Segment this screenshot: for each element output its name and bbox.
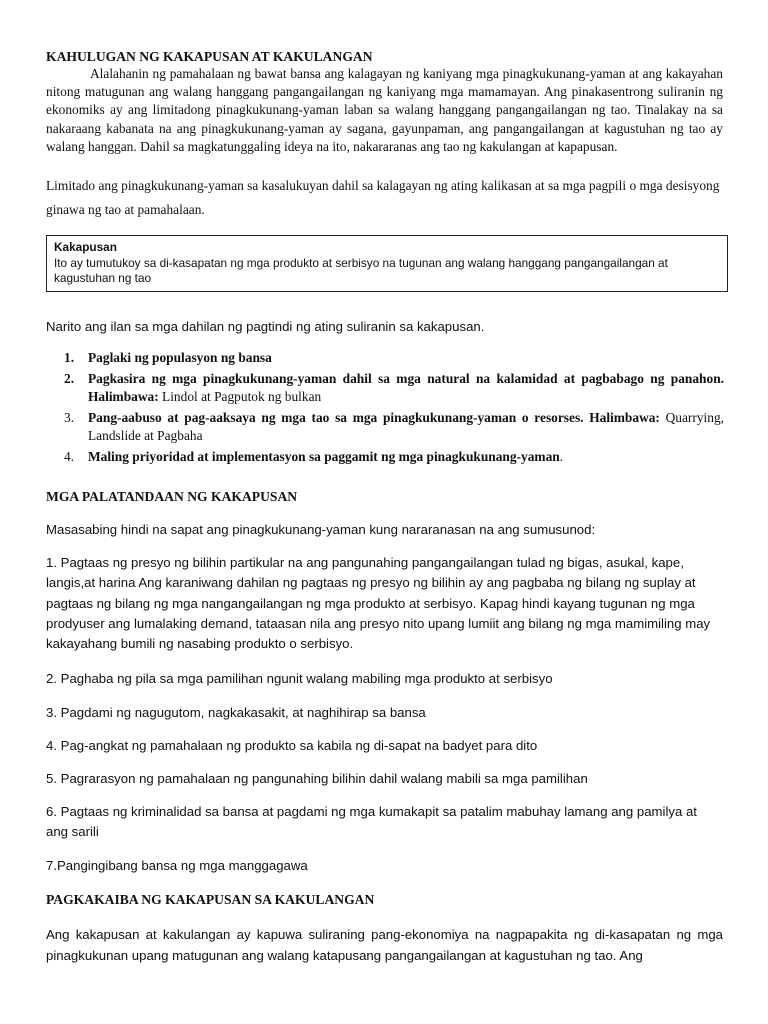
sign-item-4: 4. Pag-angkat ng pamahalaan ng produkto sa kabila ng di-sapat na badyet para dito [46,738,538,753]
list-item [66,409,724,445]
definition-term: Kakapusan [54,240,117,254]
section2-intro: Masasabing hindi na sapat ang pinagkukunang-yaman kung nararanasan na ang sumusunod: [46,522,596,537]
sign-item-7: 7.Pangingibang bansa ng mga manggagawa [46,858,308,873]
document-title: KAHULUGAN NG KAKAPUSAN AT KAKULANGAN [46,49,373,64]
causes-list [66,349,724,468]
list-text-rest: . [559,448,564,464]
intro-paragraph-2: Limitado ang pinagkukunang-yaman sa kasalukuyan dahil sa kalagayan ng ating kalikasan at sa mga pagpili o mga desisyong ginawa ng tao at pamahalaan. [46,178,720,217]
definition-text: Ito ay tumutukoy sa di-kasapatan ng mga produkto at serbisyo na tugunan ang walang hanggang pangangailangan at kagustuhan ng tao [54,255,668,285]
definition-box [46,235,728,292]
sign-item-6: 6. Pagtaas ng kriminalidad sa bansa at pagdami ng mga kumakapit sa patalim mabuhay lamang ang pamilya at ang sarili [46,804,697,840]
list-text-bold: Maling priyoridad at implementasyon sa paggamit ng mga pinagkukunang-yaman [88,448,560,464]
intro-paragraph: Alalahanin ng pamahalaan ng bawat bansa ang kalagayan ng kaniyang mga pinagkukunang-yaman at ang kakayahan nitong matugunan ang walang hanggang pangangailangan ng kaniyang mga mamamayan. Ang pinakasentrong suliranin ng ekonomiks ay ang limitadong pinagkukunang-yaman laban sa walang hanggang pangangailangan ng tao. Tinalakay na sa nakaraang kabanata na ang pinagkukunang-yaman ay sagana, gayunpaman, ang pangangailangan at kagustuhan ng tao ay walang hanggan. Dahil sa magkatunggaling ideya na ito, nakararanas ang tao ng kakulangan at kapapusan. [46,66,723,154]
list-text-bold: Pagkasira ng mga pinagkukunang-yaman dahil sa mga natural na kalamidad at pagbabago ng panahon. Halimbawa: [88,370,724,404]
sign-item-5: 5. Pagrarasyon ng pamahalaan ng pangunahing bilihin dahil walang mabili sa mga pamilihan [46,771,588,786]
sign-item-1: 1. Pagtaas ng presyo ng bilihin partikular na ang pangunahing pangangailangan tulad ng bigas, asukal, kape, langis,at harina Ang karaniwang dahilan ng pagtaas ng presyo ng bilihin ay ang pagbaba ng bilang ng suplay at pagtaas ng bilang ng mga nangangailangan ng mga produkto at serbisyo. Kapag hindi kayang tugunan ng mga prodyuser ang lumalaking demand, tataasan nila ang presyo nito upang lumiit ang bilang ng mga mamimiling may kakayahang bumili ng nasabing produkto o serbisyo. [46,555,711,652]
list-number: 1. [64,350,75,365]
list-text-bold: Pang-aabuso at pag-aaksaya ng mga tao sa mga pinagkukunang-yaman o resorses. Halimbawa: [88,409,660,425]
list-item [66,448,724,466]
list-text-rest: Lindol at Pagputok ng bulkan [158,388,322,404]
sign-item-3: 3. Pagdami ng nagugutom, nagkakasakit, at naghihirap sa bansa [46,705,426,720]
list-text-rest: Quarrying, Landslide at Pagbaha [88,409,725,443]
sign-item-2: 2. Paghaba ng pila sa mga pamilihan ngunit walang mabiling mga produkto at serbisyo [46,671,553,686]
section-heading-pagkakaiba: PAGKAKAIBA NG KAKAPUSAN SA KAKULANGAN [46,892,375,907]
list-item [66,370,724,406]
list-text: Paglaki ng populasyon ng bansa [88,350,272,365]
list-number: 4. [64,448,75,464]
section-heading-palatandaan: MGA PALATANDAAN NG KAKAPUSAN [46,489,298,504]
list-number: 3. [64,409,75,425]
list-number: 2. [64,370,75,386]
list-item [66,349,724,367]
causes-intro: Narito ang ilan sa mga dahilan ng pagtindi ng ating suliranin sa kakapusan. [46,319,485,334]
section3-paragraph: Ang kakapusan at kakulangan ay kapuwa suliraning pang-ekonomiya na nagpapakita ng di-kasapatan ng mga pinagkukunan upang matugunan ang walang katapusang pangangailangan at kagustuhan ng tao. Ang [46,927,723,963]
